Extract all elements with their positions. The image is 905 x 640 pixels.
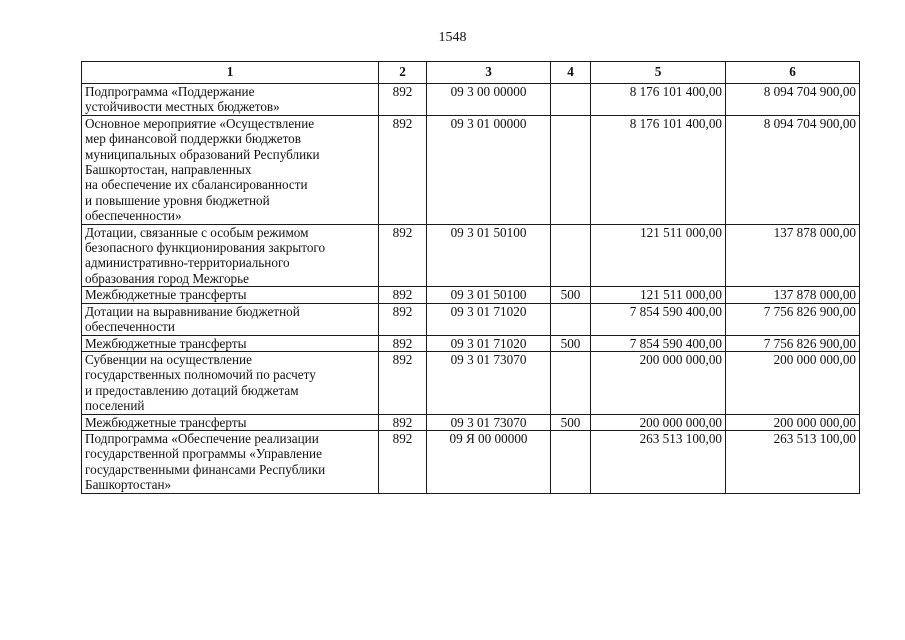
- row-grbs-cell: 892: [379, 287, 427, 303]
- row-name-cell: [82, 335, 379, 351]
- table-row: [82, 115, 860, 224]
- table-body: [82, 84, 860, 494]
- row-name-line: Башкортостан, направленных: [85, 162, 252, 178]
- table-row: [82, 335, 860, 351]
- row-kvr-cell: [551, 115, 591, 224]
- table-header: [82, 62, 860, 84]
- row-amount-2-cell: 7 756 826 900,00: [726, 335, 860, 351]
- table-row: [82, 287, 860, 303]
- row-name-line: административно-территориального: [85, 255, 290, 271]
- budget-table: [81, 61, 860, 494]
- row-code-cell: 09 Я 00 00000: [427, 430, 551, 493]
- row-name-line: Субвенции на осуществление: [85, 351, 252, 367]
- row-amount-1-cell: 8 176 101 400,00: [591, 84, 726, 116]
- row-name-line: обеспеченности»: [85, 208, 182, 224]
- row-name-line: Подпрограмма «Обеспечение реализации: [85, 430, 319, 446]
- row-name-cell: [82, 287, 379, 303]
- row-name-line: Башкортостан»: [85, 477, 172, 493]
- table-row: [82, 351, 860, 414]
- row-name-line: мер финансовой поддержки бюджетов: [85, 131, 302, 147]
- row-name-cell: [82, 84, 379, 116]
- row-kvr-cell: [551, 303, 591, 335]
- row-grbs-cell: 892: [379, 335, 427, 351]
- row-code-cell: 09 3 01 73070: [427, 351, 551, 414]
- row-name-line: на обеспечение их сбалансированности: [85, 177, 308, 193]
- header-row: [82, 62, 860, 84]
- row-name-line: и повышение уровня бюджетной: [85, 192, 270, 208]
- table-row: [82, 430, 860, 493]
- row-grbs-cell: 892: [379, 84, 427, 116]
- row-amount-2-cell: 137 878 000,00: [726, 224, 860, 287]
- row-name-line: государственными финансами Республики: [85, 461, 326, 477]
- row-name-cell: [82, 115, 379, 224]
- row-name-line: Основное мероприятие «Осуществление: [85, 115, 315, 131]
- table-row: [82, 224, 860, 287]
- row-amount-2-cell: 7 756 826 900,00: [726, 303, 860, 335]
- row-kvr-cell: [551, 84, 591, 116]
- row-grbs-cell: 892: [379, 115, 427, 224]
- row-kvr-cell: 500: [551, 287, 591, 303]
- row-amount-2-cell: 200 000 000,00: [726, 351, 860, 414]
- row-amount-2-cell: 8 094 704 900,00: [726, 115, 860, 224]
- row-name-line: Дотации, связанные с особым режимом: [85, 224, 309, 240]
- row-code-cell: 09 3 01 50100: [427, 224, 551, 287]
- row-amount-2-cell: 263 513 100,00: [726, 430, 860, 493]
- row-amount-1-cell: 7 854 590 400,00: [591, 335, 726, 351]
- row-name-line: государственной программы «Управление: [85, 446, 322, 462]
- row-amount-1-cell: 8 176 101 400,00: [591, 115, 726, 224]
- row-kvr-cell: [551, 430, 591, 493]
- header-col-2: 2: [379, 62, 427, 84]
- row-name-cell: [82, 303, 379, 335]
- row-name-line: Дотации на выравнивание бюджетной: [85, 303, 300, 319]
- row-kvr-cell: [551, 224, 591, 287]
- table-row: [82, 414, 860, 430]
- row-amount-2-cell: 200 000 000,00: [726, 414, 860, 430]
- header-col-5: 5: [591, 62, 726, 84]
- row-name-line: образования город Межгорье: [85, 270, 249, 286]
- row-name-line: безопасного функционирования закрытого: [85, 240, 326, 256]
- row-amount-2-cell: 137 878 000,00: [726, 287, 860, 303]
- row-name-cell: [82, 430, 379, 493]
- row-grbs-cell: 892: [379, 303, 427, 335]
- row-name-line: Межбюджетные трансферты: [85, 287, 247, 303]
- header-col-3: 3: [427, 62, 551, 84]
- table-row: [82, 303, 860, 335]
- row-code-cell: 09 3 00 00000: [427, 84, 551, 116]
- row-name-line: муниципальных образований Республики: [85, 146, 320, 162]
- row-kvr-cell: [551, 351, 591, 414]
- header-col-6: 6: [726, 62, 860, 84]
- row-amount-2-cell: 8 094 704 900,00: [726, 84, 860, 116]
- row-name-line: поселений: [85, 398, 145, 414]
- row-kvr-cell: 500: [551, 335, 591, 351]
- row-name-line: устойчивости местных бюджетов»: [85, 99, 280, 115]
- row-name-line: Межбюджетные трансферты: [85, 414, 247, 430]
- row-amount-1-cell: 121 511 000,00: [591, 287, 726, 303]
- row-name-line: Подпрограмма «Поддержание: [85, 84, 255, 99]
- row-code-cell: 09 3 01 73070: [427, 414, 551, 430]
- row-name-line: обеспеченности: [85, 319, 175, 335]
- row-amount-1-cell: 7 854 590 400,00: [591, 303, 726, 335]
- page-number: 1548: [438, 30, 467, 45]
- row-code-cell: 09 3 01 00000: [427, 115, 551, 224]
- row-code-cell: 09 3 01 71020: [427, 303, 551, 335]
- row-amount-1-cell: 263 513 100,00: [591, 430, 726, 493]
- row-grbs-cell: 892: [379, 430, 427, 493]
- header-col-4: 4: [551, 62, 591, 84]
- row-amount-1-cell: 200 000 000,00: [591, 351, 726, 414]
- row-code-cell: 09 3 01 50100: [427, 287, 551, 303]
- row-grbs-cell: 892: [379, 414, 427, 430]
- row-kvr-cell: 500: [551, 414, 591, 430]
- row-grbs-cell: 892: [379, 351, 427, 414]
- row-grbs-cell: 892: [379, 224, 427, 287]
- header-col-1: 1: [82, 62, 379, 84]
- row-name-line: Межбюджетные трансферты: [85, 335, 247, 351]
- row-name-cell: [82, 351, 379, 414]
- row-name-cell: [82, 224, 379, 287]
- row-name-line: государственных полномочий по расчету: [85, 367, 316, 383]
- row-code-cell: 09 3 01 71020: [427, 335, 551, 351]
- row-amount-1-cell: 200 000 000,00: [591, 414, 726, 430]
- row-name-cell: [82, 414, 379, 430]
- row-name-line: и предоставлению дотаций бюджетам: [85, 382, 299, 398]
- row-amount-1-cell: 121 511 000,00: [591, 224, 726, 287]
- table-row: [82, 84, 860, 116]
